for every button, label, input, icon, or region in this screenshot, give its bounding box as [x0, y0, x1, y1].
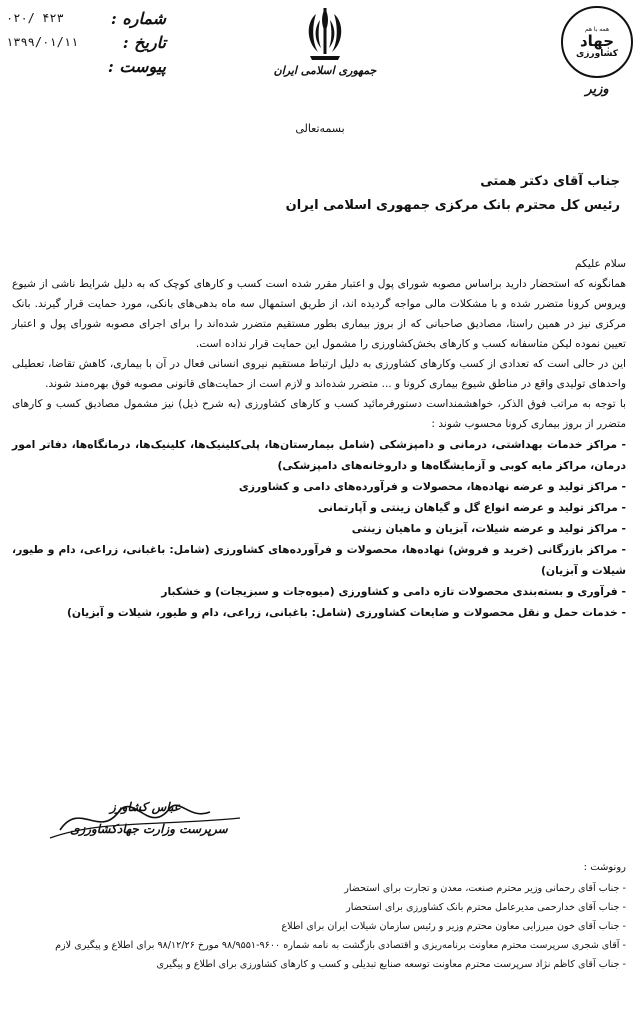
date-value: ۱۳۹۹/۰۱/۱۱ [6, 35, 79, 49]
signature-block [40, 790, 270, 850]
minister-caption: وزیر [585, 82, 609, 97]
copy-recipient: - جناب آقای رحمانی وزیر محترم صنعت، معدن و تجارت برای استحضار [344, 883, 626, 894]
list-item: - مراکز بازرگانی (خرید و فروش) نهاده‌ها، محصولات و فرآورده‌های کشاورزی (شامل: باغبانی، زراعی، دام و طیور، شیلات و آبزیان) [12, 543, 626, 577]
list-item: - خدمات حمل و نقل محصولات و ضایعات کشاورزی (شامل: باغبانی، زراعی، دام و طیور، شیلات و آبزیان) [66, 606, 626, 619]
copies-label: رونوشت : [583, 862, 626, 873]
list-item: - مراکز خدمات بهداشتی، درمانی و دامپزشکی (شامل بیمارستان‌ها، پلی‌کلینیک‌ها، کلینیک‌ها، درمانگاه‌ها، دفاتر امور درمان، مراکز مایه کوبی و آزمایشگاه‌ها و داروخانه‌های دامپزشکی) [12, 438, 626, 472]
greeting: سلام علیکم [574, 258, 626, 270]
signatory-title: سرپرست وزارت جهادکشاورزی [70, 822, 228, 836]
logo-sub-text: کشاورزی [576, 48, 618, 59]
addressee-name: جناب آقای دکتر همتی [480, 174, 620, 189]
list-item: - مراکز تولید و عرضه نهاده‌ها، محصولات و فرآورده‌های دامی و کشاورزی [238, 480, 626, 493]
copy-recipient: - جناب آقای خون میرزایی معاون محترم وزیر و رئیس سازمان شیلات ایران برای اطلاع [281, 921, 626, 932]
logo-top-text: همه با هم [584, 25, 610, 33]
letter-body [12, 254, 626, 623]
letter-metadata [6, 6, 166, 78]
number-label: شماره : [110, 8, 166, 28]
copies-list [12, 879, 626, 974]
date-label: تاریخ : [122, 32, 166, 52]
copy-recipient: - آقای شجری سرپرست محترم معاونت برنامه‌ریزی و اقتصادی بازگشت به نامه شماره ۹۶۰۰-۹۸/۹۵۵۱ مورخ ۹۸/۱۲/۲۶ برای اطلاع و پیگیری لازم [55, 940, 626, 951]
addressee-block [20, 170, 620, 218]
number-value: ۰۲۰/ ۴۲۳ [6, 11, 64, 25]
list-item: - مراکز تولید و عرضه شیلات، آبزیان و ماهیان زینتی [351, 522, 626, 535]
paragraph-1: همانگونه که استحضار دارید براساس مصوبه شورای پول و اعتبار مقرر شده است کسب و کارهای کوچک که به دلیل شرایط ناشی از شیوع ویروس کرونا متضرر شده و با مشکلات مالی مواجه گردیده اند، از طریق استمهال سه ماه بدهی‌های بانکی، مورد حمایت قرار گیرند. بانک مرکزی نیز در همین راستا، مصادیق صاحبانی که از بروز بیماری بطور مستقیم متضرر شده‌اند را برای اجرای مصوبه شورای پول و اعتبار تعیین نموده لیکن متاسفانه کسب و کارهای بخش‌کشاورزی را مشمول این حمایت قرار نداده است. [12, 278, 626, 350]
list-item: - مراکز تولید و عرضه انواع گل و گیاهان زینتی و آپارتمانی [317, 501, 626, 514]
copy-recipient: - جناب آقای خدارحمی مدیرعامل محترم بانک کشاورزی برای استحضار [346, 902, 626, 913]
copies-section [12, 858, 626, 974]
date-row [6, 30, 166, 54]
basmala: بسمه‌تعالی [295, 122, 345, 135]
emblem-caption: جمهوری اسلامی ایران [273, 64, 377, 77]
attachment-row [6, 54, 166, 78]
paragraph-3: با توجه به مراتب فوق الذکر، خواهشمنداست دستورفرمائید کسب و کارهای کشاورزی (به شرح ذیل) نیز مشمول مصادیق کسب و کارهای متضرر از بروز بیماری کرونا محسوب شوند : [12, 398, 626, 430]
list-item: - فرآوری و بسته‌بندی محصولات تازه دامی و کشاورزی (میوه‌جات و سبزیجات) و خشکبار [161, 585, 626, 598]
emblem-icon [302, 6, 348, 62]
jahad-keshavarzi-logo-icon [561, 6, 633, 78]
paragraph-2: این در حالی است که تعدادی از کسب وکارهای کشاورزی به دلیل ارتباط مستقیم نیروی انسانی فعال در آن با بیماری، کاهش تقاضا، تعطیلی واحدهای تولیدی واقع در مناطق شیوع بیماری کرونا و ... متضرر شده‌اند و لازم است از حمایت‌های قانونی مصوبه فوق بهره‌مند شوند. [12, 358, 626, 390]
ministry-logo [560, 6, 634, 116]
business-list [12, 434, 626, 623]
addressee-title: رئیس کل محترم بانک مرکزی جمهوری اسلامی ایران [285, 198, 620, 213]
signatory-name: عباس کشاورز [110, 800, 181, 814]
number-row [6, 6, 166, 30]
attachment-label: پیوست : [107, 56, 166, 76]
logo-main-text: جهاد [579, 31, 615, 50]
national-emblem [270, 6, 380, 96]
signature-scribble-icon [40, 790, 270, 850]
copy-recipient: - جناب آقای کاظم نژاد سرپرست محترم معاونت توسعه صنایع تبدیلی و کسب و کارهای کشاورزی برای اطلاع و پیگیری [156, 959, 626, 970]
